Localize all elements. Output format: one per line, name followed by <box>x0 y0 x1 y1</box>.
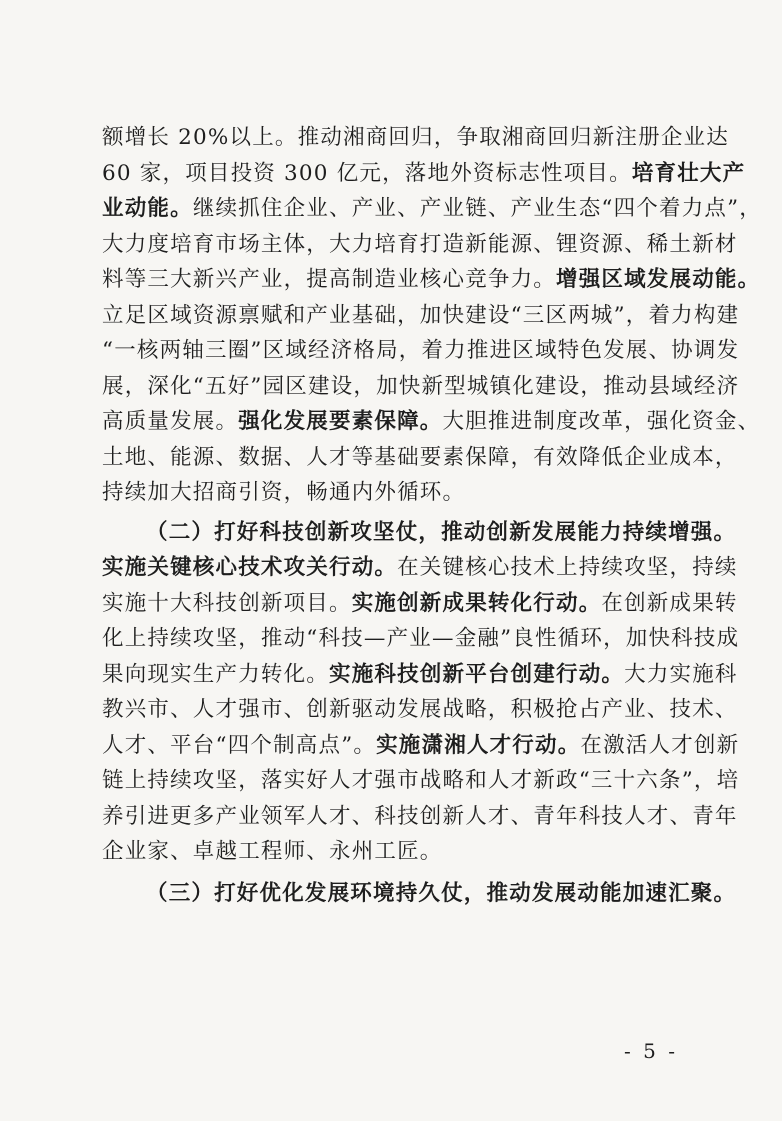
bold-text-run: 实施创新成果转化行动。 <box>351 590 602 616</box>
bold-text-run: 实施潇湘人才行动。 <box>376 732 581 758</box>
bold-text-run: 实施关键核心技术攻关行动。 <box>102 555 398 580</box>
text-run: 额增长 20%以上。推动湘商回归，争取湘商回归新注册企业达 <box>102 125 729 150</box>
text-line <box>102 227 738 263</box>
text-line <box>102 692 738 728</box>
text-run: 实施十大科技创新项目。 <box>102 590 352 616</box>
bold-text-run: 强化发展要素保障。 <box>238 409 443 434</box>
text-line <box>102 657 738 693</box>
text-run: 60 家，项目投资 300 亿元，落地外资标志性项目。 <box>102 160 632 186</box>
text-line <box>102 404 761 440</box>
text-run: 人才、平台“四个制高点”。 <box>102 732 377 758</box>
text-run: 大力实施科 <box>624 661 738 687</box>
text-run: 在创新成果转 <box>601 590 738 616</box>
text-run: “一核两轴三圈”区域经济格局，着力推进区域特色发展、协调发 <box>102 338 740 363</box>
bold-text-run: （二）打好科技创新攻坚仗，推动创新发展能力持续增强。 <box>146 519 737 545</box>
text-run: 展，深化“五好”园区建设，加快新型城镇化建设，推动县域经济 <box>102 373 740 399</box>
text-line <box>102 550 738 586</box>
page-number: - 5 - <box>624 1039 678 1063</box>
body-text <box>102 120 762 911</box>
text-run: 大力度培育市场主体，大力培育打造新能源、锂资源、稀土新材 <box>102 231 738 257</box>
text-run: 教兴市、人才强市、创新驱动发展战略，积极抢占产业、技术、 <box>102 697 738 722</box>
text-run: 料等三大新兴产业，提高制造业核心竞争力。 <box>102 267 557 292</box>
text-run: 持续加大招商引资，畅通内外循环。 <box>102 480 466 505</box>
bold-text-run: 增强区域发展动能。 <box>556 267 761 292</box>
text-line <box>102 298 740 334</box>
text-line <box>102 515 737 551</box>
text-run: 果向现实生产力转化。 <box>102 661 330 687</box>
text-line <box>102 799 738 835</box>
text-line <box>102 728 740 764</box>
text-run: 高质量发展。 <box>102 409 239 434</box>
text-run: 继续抓住企业、产业、产业链、产业生态“四个着力点”， <box>192 196 762 221</box>
text-line <box>102 621 740 657</box>
bold-text-run: 业动能。 <box>102 196 193 221</box>
text-run: 链上持续攻坚，落实好人才强市战略和人才新政“三十六条”，培 <box>102 768 740 793</box>
text-line <box>102 191 762 227</box>
text-run: 立足区域资源禀赋和产业基础，加快建设“三区两城”，着力构建 <box>102 302 740 328</box>
text-line <box>102 834 686 870</box>
text-run: 在关键核心技术上持续攻坚，持续 <box>397 555 738 580</box>
text-line <box>102 475 686 511</box>
bold-text-run: 培育壮大产 <box>631 160 746 186</box>
text-line <box>102 262 761 298</box>
bold-text-run: （三）打好优化发展环境持久仗，推动发展动能加速汇聚。 <box>146 880 737 906</box>
text-line <box>102 369 740 405</box>
text-line <box>102 876 737 912</box>
text-line <box>102 333 740 369</box>
text-line <box>102 586 738 622</box>
text-line <box>102 120 729 156</box>
text-line <box>102 763 740 799</box>
text-run: 企业家、卓越工程师、永州工匠。 <box>102 839 443 864</box>
text-run: 养引进更多产业领军人才、科技创新人才、青年科技人才、青年 <box>102 803 738 829</box>
bold-text-run: 实施科技创新平台创建行动。 <box>329 661 625 687</box>
text-run: 大胆推进制度改革，强化资金、 <box>442 409 761 434</box>
text-line <box>102 440 738 476</box>
text-run: 化上持续攻坚，推动“科技—产业—金融”良性循环，加快科技成 <box>102 626 740 651</box>
text-line <box>102 156 746 192</box>
text-run: 土地、能源、数据、人才等基础要素保障，有效降低企业成本， <box>102 444 738 470</box>
text-run: 在激活人才创新 <box>580 732 740 758</box>
